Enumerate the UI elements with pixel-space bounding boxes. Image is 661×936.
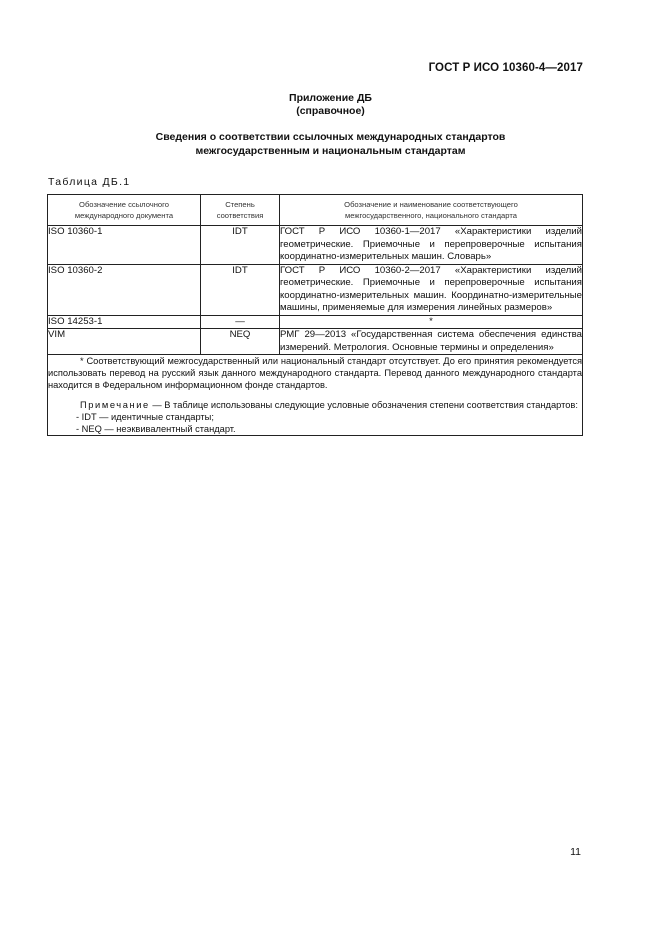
row-standard: * xyxy=(280,315,583,329)
row-doc: ISO 10360-1 xyxy=(48,226,201,265)
row-standard: ГОСТ Р ИСО 10360-1—2017 «Характеристики изделий геометрические. Приемочные и перепроверочные испытания координатно-измерительных машин. Словарь» xyxy=(280,226,582,262)
header-degree: Степень соответствия xyxy=(201,195,280,226)
table-row xyxy=(48,329,583,355)
note-item-neq: - NEQ — неэквивалентный стандарт. xyxy=(76,424,236,434)
row-standard: ГОСТ Р ИСО 10360-2—2017 «Характеристики изделий геометрические. Приемочные и перепроверочные испытания координатно-измерительных машин. Координатно-измерительные машины, применяемые для измерения линейных размеров» xyxy=(280,264,582,313)
table-footer-row xyxy=(48,355,583,436)
row-doc: VIM xyxy=(48,329,201,355)
page-number: 11 xyxy=(570,846,581,858)
footnote: * Соответствующий межгосударственный или национальный стандарт отсутствует. До его принятия рекомендуется использовать перевод на русский язык данного международного стандарта. Перевод данного международного стандарта находится в Федеральном информационном фонде стандартов. xyxy=(48,356,582,390)
row-degree: IDT xyxy=(201,264,280,315)
section-title-line-2: межгосударственным и национальным стандартам xyxy=(195,145,466,157)
correspondence-table xyxy=(47,194,583,436)
section-title-line-1: Сведения о соответствии ссылочных международных стандартов xyxy=(155,131,506,143)
row-degree: — xyxy=(201,315,280,329)
note xyxy=(48,399,582,411)
table-row xyxy=(48,226,583,265)
row-degree: IDT xyxy=(201,226,280,265)
appendix-label: Приложение ДБ xyxy=(289,92,372,104)
header-national-standard: Обозначение и наименование соответствующего межгосударственного, национального стандарта xyxy=(280,195,583,226)
row-doc: ISO 10360-2 xyxy=(48,264,201,315)
row-standard: РМГ 29—2013 «Государственная система обеспечения единства измерений. Метрология. Основные термины и определения» xyxy=(280,329,582,353)
table-row xyxy=(48,315,583,329)
table-header-row xyxy=(48,195,583,226)
appendix-type: (справочное) xyxy=(296,105,365,117)
row-degree: NEQ xyxy=(201,329,280,355)
table-caption: Таблица ДБ.1 xyxy=(48,176,131,188)
row-doc: ISO 14253-1 xyxy=(48,315,201,329)
document-code: ГОСТ Р ИСО 10360-4—2017 xyxy=(428,62,583,74)
note-item-idt: - IDT — идентичные стандарты; xyxy=(76,412,214,422)
table-row xyxy=(48,264,583,315)
header-international-doc: Обозначение ссылочного международного документа xyxy=(48,195,201,226)
table-notes xyxy=(48,355,583,436)
note-label: Примечание xyxy=(80,400,150,410)
note-text: — В таблице использованы следующие условные обозначения степени соответствия стандартов: xyxy=(149,400,578,410)
